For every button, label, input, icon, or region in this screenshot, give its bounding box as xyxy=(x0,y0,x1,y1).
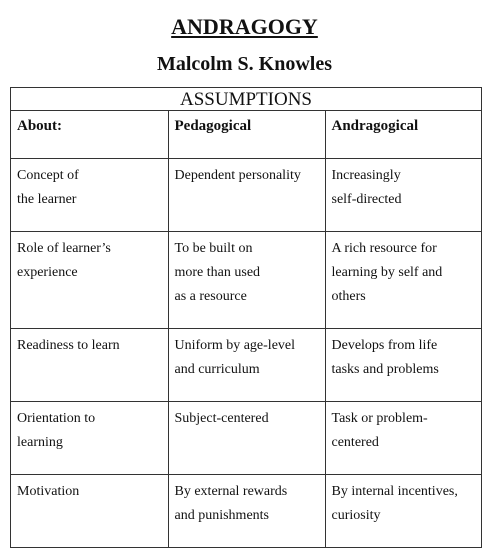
row-topic xyxy=(11,159,168,232)
row-andragogical-text: Develops from life tasks and problems xyxy=(331,338,439,377)
row-andragogical xyxy=(325,402,481,475)
table-row xyxy=(11,232,481,329)
row-andragogical xyxy=(325,159,481,232)
assumptions-table-frame xyxy=(10,87,482,548)
row-andragogical-text: A rich resource for learning by self and others xyxy=(331,241,443,304)
row-pedagogical xyxy=(168,329,325,402)
row-pedagogical-text: Dependent personality xyxy=(174,168,301,183)
table-header-row xyxy=(11,111,481,159)
row-pedagogical-text: Uniform by age-level and curriculum xyxy=(174,338,296,377)
row-topic-text: Orientation to learning xyxy=(17,411,96,450)
row-pedagogical xyxy=(168,232,325,329)
row-pedagogical-text: Subject-centered xyxy=(174,411,269,426)
table-caption: ASSUMPTIONS xyxy=(180,89,312,110)
row-andragogical xyxy=(325,329,481,402)
row-topic xyxy=(11,475,168,548)
row-pedagogical xyxy=(168,402,325,475)
row-pedagogical-text: To be built on more than used as a resource xyxy=(174,241,261,304)
row-pedagogical xyxy=(168,475,325,548)
row-andragogical-text: By internal incentives, curiosity xyxy=(331,484,458,523)
row-andragogical-text: Increasingly self-directed xyxy=(331,168,402,207)
row-pedagogical xyxy=(168,159,325,232)
table-row xyxy=(11,475,481,548)
table-row xyxy=(11,402,481,475)
table-row xyxy=(11,329,481,402)
document-title: ANDRAGOGY xyxy=(171,14,318,39)
row-andragogical xyxy=(325,475,481,548)
document-author: Malcolm S. Knowles xyxy=(157,53,332,75)
row-topic-text: Role of learner’s experience xyxy=(17,241,111,280)
row-topic-text: Concept of the learner xyxy=(17,168,79,207)
assumptions-table xyxy=(11,110,481,548)
row-topic-text: Readiness to learn xyxy=(17,338,120,353)
table-row xyxy=(11,159,481,232)
header-pedagogical: Pedagogical xyxy=(168,111,325,159)
row-topic xyxy=(11,402,168,475)
row-topic xyxy=(11,232,168,329)
header-andragogical: Andragogical xyxy=(325,111,481,159)
row-pedagogical-text: By external rewards and punishments xyxy=(174,484,288,523)
row-topic-text: Motivation xyxy=(17,484,80,499)
header-about: About: xyxy=(11,111,168,159)
row-topic xyxy=(11,329,168,402)
row-andragogical xyxy=(325,232,481,329)
row-andragogical-text: Task or problem- centered xyxy=(331,411,428,450)
